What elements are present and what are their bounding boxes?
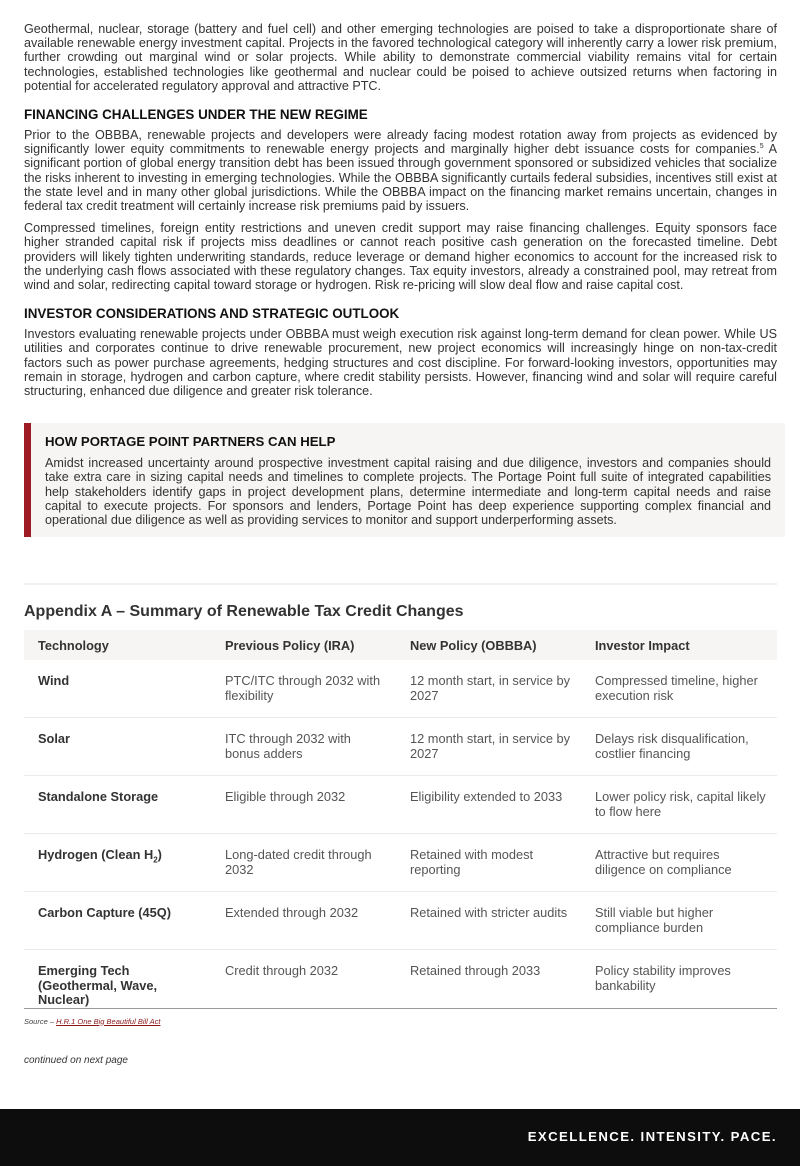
table-row	[24, 892, 777, 950]
technology-cell	[24, 892, 211, 950]
technology-cell	[24, 718, 211, 776]
footnote-5[interactable]: 5	[759, 143, 764, 151]
new-policy-cell: Retained through 2033	[396, 950, 581, 1008]
previous-policy-cell: Credit through 2032	[211, 950, 396, 1008]
subscript-2: 2	[153, 855, 158, 865]
technology-cell	[24, 776, 211, 834]
new-policy-cell: Eligibility extended to 2033	[396, 776, 581, 834]
technology-name: Carbon Capture (45Q)	[38, 905, 171, 921]
financing-p1-text-cont: A significant portion of global energy transition debt has been issued through government sponsored or subsidized vehicles that socialize the risks inherent to investing in emerging technologies. While the OBBBA significantly curtails federal subsidies, incentives still exist at the state level and in many other global jurisdictions. While the OBBBA impact on the financing market remains uncertain, changes in federal tax credit treatment will certainly increase risk premiums paid by issuers.	[24, 142, 777, 214]
table-row	[24, 660, 777, 718]
new-policy-cell: 12 month start, in service by 2027	[396, 660, 581, 718]
technology-name: Solar	[38, 731, 71, 747]
financing-p1-text: Prior to the OBBBA, renewable projects and developers were already facing modest rotation away from projects as evidenced by significantly lower equity commitments to renewable energy projects and marginally higher debt issuance costs for companies.	[24, 128, 777, 157]
table-row	[24, 718, 777, 776]
table-source	[24, 1017, 777, 1026]
column-header-technology: Technology	[24, 630, 211, 660]
column-header-new-policy: New Policy (OBBBA)	[396, 630, 581, 660]
source-prefix: Source –	[24, 1016, 57, 1026]
investor-impact-cell: Attractive but requires diligence on compliance	[581, 834, 777, 892]
investor-heading: INVESTOR CONSIDERATIONS AND STRATEGIC OUTLOOK	[24, 306, 400, 322]
technology-name: Standalone Storage	[38, 789, 159, 805]
previous-policy-cell: ITC through 2032 with bonus adders	[211, 718, 396, 776]
tax-credit-table	[24, 630, 777, 1008]
technology-name: Wind	[38, 673, 70, 689]
section-divider	[24, 583, 777, 585]
page-content	[24, 22, 777, 1066]
investor-impact-cell: Still viable but higher compliance burden	[581, 892, 777, 950]
table-header-row	[24, 630, 777, 660]
technology-name-suffix: )	[157, 847, 162, 863]
callout-heading: HOW PORTAGE POINT PARTNERS CAN HELP	[45, 434, 336, 450]
investor-impact-cell: Policy stability improves bankability	[581, 950, 777, 1008]
source-link[interactable]: H.R.1 One Big Beautiful Bill Act	[56, 1016, 161, 1026]
previous-policy-cell: Extended through 2032	[211, 892, 396, 950]
technology-cell	[24, 660, 211, 718]
column-header-previous-policy: Previous Policy (IRA)	[211, 630, 396, 660]
technology-name: Hydrogen (Clean H	[38, 847, 154, 863]
previous-policy-cell: PTC/ITC through 2032 with flexibility	[211, 660, 396, 718]
table-row	[24, 950, 777, 1008]
new-policy-cell: 12 month start, in service by 2027	[396, 718, 581, 776]
financing-heading: FINANCING CHALLENGES UNDER THE NEW REGIME	[24, 107, 368, 123]
intro-paragraph: Geothermal, nuclear, storage (battery and fuel cell) and other emerging technologies are poised to take a disproportionate share of available renewable energy investment capital. Projects in the favored technological category will inherently carry a lower risk premium, further crowding out marginal wind or solar projects. While ability to demonstrate commercial viability remains vital for certain technologies, established technologies like geothermal and nuclear could be poised to achieve outsized returns when factoring in potential for accelerated regulatory approval and attractive PTC.	[24, 22, 777, 93]
continued-note: continued on next page	[24, 1054, 128, 1066]
technology-cell	[24, 834, 211, 892]
footer-bar	[0, 1109, 800, 1166]
new-policy-cell: Retained with modest reporting	[396, 834, 581, 892]
investor-impact-cell: Delays risk disqualification, costlier financing	[581, 718, 777, 776]
financing-paragraph-2: Compressed timelines, foreign entity restrictions and uneven credit support may raise financing challenges. Equity sponsors face higher stranded capital risk if projects miss deadlines or cannot reach positive cash generation on the forecasted timeline. Debt providers will likely tighten underwriting standards, reduce leverage or demand higher economics to account for the increased risk to the underlying cash flows associated with these regulatory changes. Tax equity investors, already a constrained pool, may retreat from wind and solar, redirecting capital toward storage or hydrogen. Risk re-pricing will slow deal flow and raise capital cost.	[24, 221, 777, 293]
column-header-investor-impact: Investor Impact	[581, 630, 777, 660]
technology-name: Emerging Tech (Geothermal, Wave, Nuclear)	[38, 963, 157, 1008]
table-row	[24, 776, 777, 834]
appendix-title: Appendix A – Summary of Renewable Tax Credit Changes	[24, 603, 464, 621]
previous-policy-cell: Long-dated credit through 2032	[211, 834, 396, 892]
new-policy-cell: Retained with stricter audits	[396, 892, 581, 950]
investor-impact-cell: Lower policy risk, capital likely to flow here	[581, 776, 777, 834]
callout-paragraph: Amidst increased uncertainty around prospective investment capital raising and due diligence, investors and companies should take extra care in sizing capital needs and timelines to complete projects. The Portage Point full suite of integrated capabilities help stakeholders identify gaps in project development plans, determine intermediate and long-term capital needs and raise capital to execute projects. For sponsors and lenders, Portage Point has deep experience supporting complex financial and operational due diligence as well as providing services to monitor and support underperforming assets.	[45, 456, 771, 528]
footer-tagline: EXCELLENCE. INTENSITY. PACE.	[527, 1129, 777, 1144]
technology-cell	[24, 950, 211, 1008]
investor-impact-cell: Compressed timeline, higher execution risk	[581, 660, 777, 718]
help-callout	[24, 423, 785, 537]
table-row	[24, 834, 777, 892]
previous-policy-cell: Eligible through 2032	[211, 776, 396, 834]
investor-paragraph: Investors evaluating renewable projects under OBBBA must weigh execution risk against long-term demand for clean power. While US utilities and corporates continue to drive renewable procurement, new project economics will increasingly hinge on non-tax-credit factors such as power purchase agreements, hedging structures and cost discipline. For forward-looking investors, opportunities may remain in storage, hydrogen and carbon capture, where credit stability persists. However, financing wind and solar will require careful structuring, enhanced due diligence and greater risk tolerance.	[24, 327, 777, 399]
financing-paragraph-1	[24, 128, 777, 213]
